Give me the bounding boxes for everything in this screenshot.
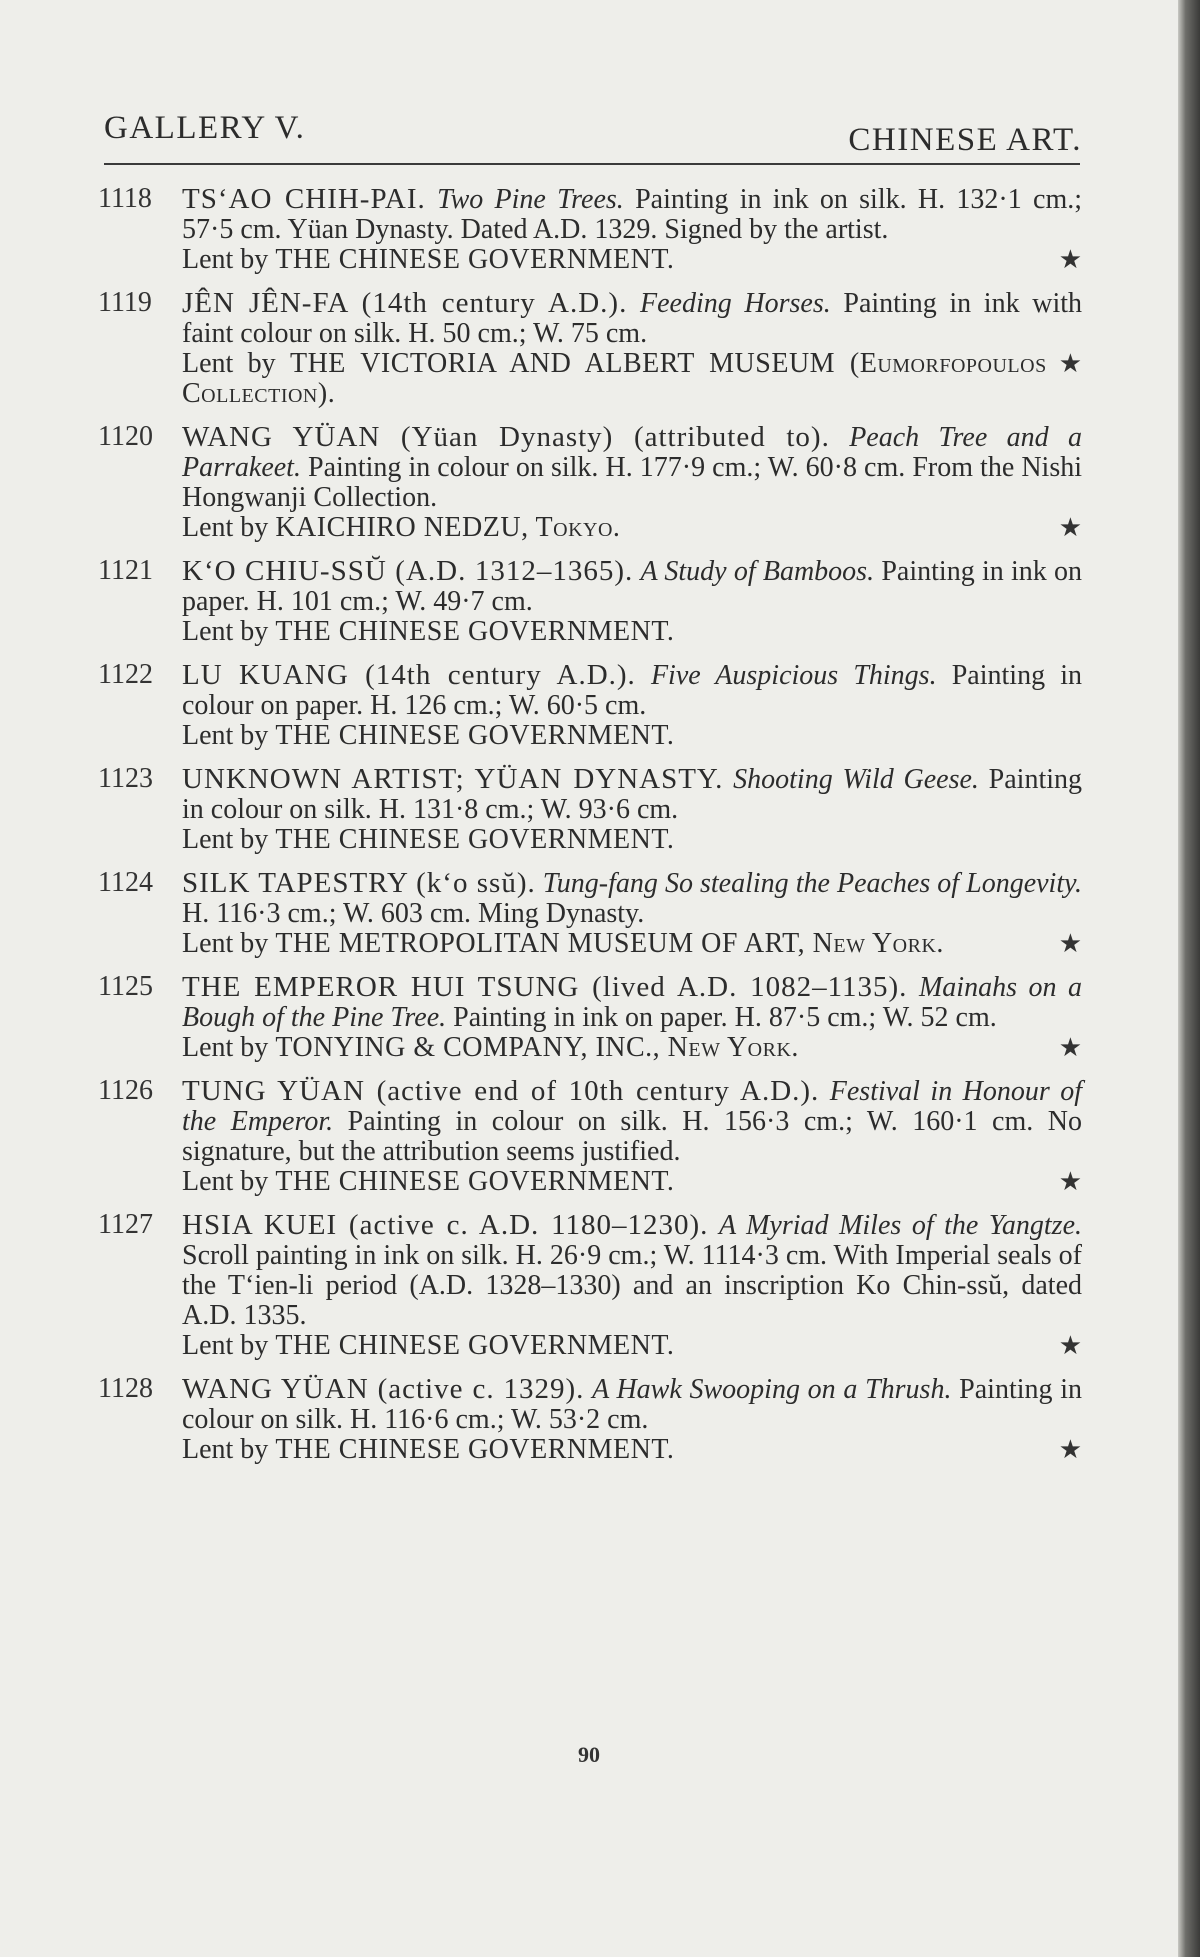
entry-lender-line bbox=[182, 1331, 1082, 1361]
star-icon: ★ bbox=[1058, 349, 1082, 378]
catalogue-entry bbox=[98, 660, 1082, 751]
entry-description: Painting in ink on paper. H. 87·5 cm.; W. 52 cm. bbox=[453, 1002, 997, 1033]
entry-body bbox=[182, 184, 1082, 275]
catalogue-entry bbox=[98, 868, 1082, 959]
entry-title: A Myriad Miles of the Yangtze. bbox=[718, 1210, 1083, 1241]
gallery-heading: GALLERY V. bbox=[104, 110, 306, 146]
entry-title: Shooting Wild Geese. bbox=[733, 764, 979, 795]
entry-artist: WANG YÜAN (active c. 1329). bbox=[182, 1373, 585, 1405]
entry-artist: TUNG YÜAN (active end of 10th century A.D.). bbox=[182, 1075, 820, 1107]
entry-body bbox=[182, 288, 1082, 409]
entry-body bbox=[182, 972, 1082, 1063]
entry-number: 1127 bbox=[98, 1209, 153, 1240]
catalogue-entry bbox=[98, 422, 1082, 543]
catalogue-entry bbox=[98, 972, 1082, 1063]
lent-by-label: Lent by bbox=[182, 720, 269, 751]
entry-number: 1121 bbox=[98, 555, 153, 586]
entry-lender-line bbox=[182, 721, 1082, 751]
catalogue-entry bbox=[98, 1210, 1082, 1361]
book-binding-edge bbox=[1178, 0, 1200, 1957]
entry-lender: KAICHIRO NEDZU, Tokyo. bbox=[275, 512, 621, 543]
entry-lender-line bbox=[182, 929, 1082, 959]
lent-by-label: Lent by bbox=[182, 348, 276, 379]
entry-title: A Hawk Swooping on a Thrush. bbox=[592, 1374, 952, 1405]
entry-description: Painting in colour on paper. H. 126 cm.; W. 60·5 cm. bbox=[182, 660, 1082, 721]
entry-number: 1119 bbox=[98, 287, 152, 318]
entry-description: Painting in ink with faint colour on silk. H. 50 cm.; W. 75 cm. bbox=[182, 288, 1083, 349]
header-rule bbox=[104, 163, 1080, 165]
entry-lender: THE CHINESE GOVERNMENT. bbox=[275, 720, 675, 751]
star-icon: ★ bbox=[1058, 513, 1082, 542]
entry-lender: THE VICTORIA AND ALBERT MUSEUM (Eumorfopoulos Collection). bbox=[182, 348, 1047, 409]
entry-body bbox=[182, 1076, 1082, 1197]
entry-description: Painting in ink on silk. H. 132·1 cm.; 57·5 cm. Yüan Dynasty. Dated A.D. 1329. Signed by the artist. bbox=[182, 184, 1083, 245]
entry-body bbox=[182, 422, 1082, 543]
entry-title: Five Auspicious Things. bbox=[650, 660, 937, 691]
entry-description: Painting in ink on paper. H. 101 cm.; W. 49·7 cm. bbox=[182, 556, 1083, 617]
entry-description: Painting in colour on silk. H. 131·8 cm.; W. 93·6 cm. bbox=[182, 764, 1083, 825]
catalogue-entry bbox=[98, 1076, 1082, 1197]
entry-lender: THE CHINESE GOVERNMENT. bbox=[275, 1166, 675, 1197]
entry-number: 1120 bbox=[98, 421, 153, 452]
entry-artist: LU KUANG (14th century A.D.). bbox=[182, 659, 636, 691]
entry-description: Painting in colour on silk. H. 116·6 cm.; W. 53·2 cm. bbox=[182, 1374, 1082, 1435]
entry-artist: UNKNOWN ARTIST; YÜAN DYNASTY. bbox=[182, 763, 724, 795]
entry-artist: K‘O CHIU-SSŬ (A.D. 1312–1365). bbox=[182, 555, 634, 587]
entry-description: H. 116·3 cm.; W. 603 cm. Ming Dynasty. bbox=[182, 898, 645, 929]
entry-body bbox=[182, 764, 1082, 855]
page-number: 90 bbox=[578, 1742, 600, 1767]
entry-number: 1118 bbox=[98, 183, 152, 214]
entry-lender: THE CHINESE GOVERNMENT. bbox=[275, 824, 675, 855]
section-heading: CHINESE ART. bbox=[848, 122, 1082, 158]
lent-by-label: Lent by bbox=[182, 616, 269, 647]
entry-lender: THE CHINESE GOVERNMENT. bbox=[275, 244, 675, 275]
entry-artist: JÊN JÊN-FA (14th century A.D.). bbox=[182, 287, 628, 319]
entry-title: A Study of Bamboos. bbox=[640, 556, 875, 587]
entry-number: 1124 bbox=[98, 867, 153, 898]
entry-lender: TONYING & COMPANY, INC., New York. bbox=[275, 1032, 799, 1063]
entry-body bbox=[182, 660, 1082, 751]
lent-by-label: Lent by bbox=[182, 1166, 269, 1197]
entry-lender: THE METROPOLITAN MUSEUM OF ART, New York. bbox=[275, 928, 944, 959]
entry-body bbox=[182, 868, 1082, 959]
star-icon: ★ bbox=[1058, 1167, 1082, 1196]
entry-number: 1123 bbox=[98, 763, 153, 794]
entry-number: 1126 bbox=[98, 1075, 153, 1106]
entry-lender: THE CHINESE GOVERNMENT. bbox=[275, 616, 675, 647]
entry-lender-line bbox=[182, 1435, 1082, 1465]
entry-title: Feeding Horses. bbox=[639, 288, 831, 319]
entry-lender-line bbox=[182, 1033, 1082, 1063]
entry-lender-line bbox=[182, 1167, 1082, 1197]
entry-artist: WANG YÜAN (Yüan Dynasty) (attributed to). bbox=[182, 421, 830, 453]
entry-title: Tung-fang So stealing the Peaches of Longevity. bbox=[542, 868, 1082, 899]
entry-artist: SILK TAPESTRY (k‘o ssŭ). bbox=[182, 867, 536, 899]
lent-by-label: Lent by bbox=[182, 928, 269, 959]
star-icon: ★ bbox=[1058, 1033, 1082, 1062]
star-icon: ★ bbox=[1058, 1331, 1082, 1360]
entry-description: Scroll painting in ink on silk. H. 26·9 cm.; W. 1114·3 cm. With Imperial seals of the T‘ien-li period (A.D. 1328–1330) and an inscription Ko Chin-ssŭ, dated A.D. 1335. bbox=[182, 1240, 1082, 1331]
catalogue-entries bbox=[98, 184, 1082, 1478]
star-icon: ★ bbox=[1058, 245, 1082, 274]
lent-by-label: Lent by bbox=[182, 1032, 269, 1063]
lent-by-label: Lent by bbox=[182, 512, 269, 543]
entry-title: Peach Tree and a Parrakeet. bbox=[182, 422, 1083, 483]
catalogue-entry bbox=[98, 556, 1082, 647]
entry-lender: THE CHINESE GOVERNMENT. bbox=[275, 1330, 675, 1361]
entry-body bbox=[182, 1210, 1082, 1361]
lent-by-label: Lent by bbox=[182, 244, 269, 275]
entry-lender: THE CHINESE GOVERNMENT. bbox=[275, 1434, 675, 1465]
entry-number: 1125 bbox=[98, 971, 153, 1002]
entry-lender-line bbox=[182, 825, 1082, 855]
entry-body bbox=[182, 556, 1082, 647]
entry-description: Painting in colour on silk. H. 177·9 cm.; W. 60·8 cm. From the Nishi Hongwanji Collection. bbox=[182, 452, 1083, 513]
entry-title: Mainahs on a Bough of the Pine Tree. bbox=[182, 972, 1083, 1033]
entry-description: Painting in colour on silk. H. 156·3 cm.; W. 160·1 cm. No signature, but the attribution seems justified. bbox=[182, 1106, 1082, 1167]
catalogue-entry bbox=[98, 288, 1082, 409]
running-head bbox=[104, 104, 1082, 158]
entry-lender-line bbox=[182, 513, 1082, 543]
catalogue-entry bbox=[98, 1374, 1082, 1465]
catalogue-entry bbox=[98, 184, 1082, 275]
catalogue-entry bbox=[98, 764, 1082, 855]
entry-artist: HSIA KUEI (active c. A.D. 1180–1230). bbox=[182, 1209, 709, 1241]
entry-artist: TS‘AO CHIH-PAI. bbox=[182, 183, 426, 215]
entry-lender-line bbox=[182, 349, 1082, 409]
entry-number: 1122 bbox=[98, 659, 153, 690]
entry-title: Two Pine Trees. bbox=[437, 184, 624, 215]
lent-by-label: Lent by bbox=[182, 824, 269, 855]
lent-by-label: Lent by bbox=[182, 1330, 269, 1361]
entry-lender-line bbox=[182, 617, 1082, 647]
entry-lender-line bbox=[182, 245, 1082, 275]
star-icon: ★ bbox=[1058, 1435, 1082, 1464]
lent-by-label: Lent by bbox=[182, 1434, 269, 1465]
star-icon: ★ bbox=[1058, 929, 1082, 958]
entry-body bbox=[182, 1374, 1082, 1465]
entry-number: 1128 bbox=[98, 1373, 153, 1404]
entry-artist: THE EMPEROR HUI TSUNG (lived A.D. 1082–1135). bbox=[182, 971, 908, 1003]
entry-title: Festival in Honour of the Emperor. bbox=[182, 1076, 1082, 1137]
